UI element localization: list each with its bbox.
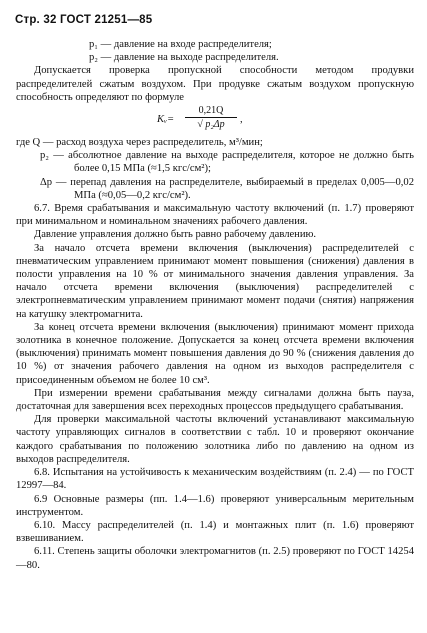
paragraph-6-8: 6.8. Испытания на устойчивость к механическим воздействиям (п. 2.4) — по ГОСТ 12997—84. — [16, 467, 414, 492]
formula-trail: , — [240, 114, 243, 126]
formula-denominator: √ p₂Δp — [197, 119, 225, 131]
paragraph-6-11: 6.11. Степень защиты оболочки электромагнитов (п. 2.5) проверяют по ГОСТ 14254—80. — [16, 546, 414, 571]
paragraph-6-9: 6.9 Основные размеры (пп. 1.4—1.6) проверяют универсальным мерительным инструментом. — [16, 493, 414, 518]
formula-fraction — [185, 105, 237, 132]
paragraph-air-check: Допускается проверка пропускной способности методом продувки распределителей сжатым воздухом. При продувке сжатым воздухом пропускную способность определяют по формуле — [16, 65, 414, 103]
paragraph-6-10: 6.10. Массу распределителей (п. 1.4) и монтажных плит (п. 1.6) проверяют взвешиванием. — [16, 519, 414, 545]
definition-p1: p₁ — давление на входе распределителя; — [89, 39, 272, 50]
paragraph-start-timing: За начало отсчета времени включения (выключения) распределителей с пневматическим управлением принимают момент повышения (снижения) давления в полости управления на 10 % от минимального значения давления управления. За начало отсчета времени включения (выключения) распределителей с электропневматическим управлением принимают момент подачи (снятия) напряжения на катушку электромагнита. — [16, 242, 414, 320]
paragraph-end-timing: За конец отсчета времени включения (выключения) принимают момент прихода золотника в конечное положение. Допускается за конец отсчета времени включения (выключения) принимать момент повышения давления до 90 % (снижения давления до 10 %) от значения рабочего давления на одном из выходов распределителя с присоединенным объемом не более 10 см³. — [16, 321, 414, 386]
paragraph-6-7: 6.7. Время срабатывания и максимальную частоту включений (п. 1.7) проверяют при минимальном и номинальном значениях рабочего давления. — [16, 203, 414, 228]
where-dp: Δp — перепад давления на распределителе, выбираемый в пределах 0,005—0,02 МПа (≈0,05—0,2 кгс/см²). — [40, 176, 414, 201]
formula-lhs: Kᵥ= — [157, 114, 175, 126]
flow-formula — [16, 105, 414, 135]
formula-numerator: 0,21Q — [185, 105, 237, 118]
where-q: где Q — расход воздуха через распределитель, м³/мин; — [16, 137, 263, 149]
variable-definitions — [16, 38, 414, 64]
paragraph-control-pressure: Давление управления должно быть равно рабочему давлению. — [34, 229, 317, 241]
document-body — [16, 38, 414, 572]
definition-p2: p₂ — давление на выходе распределителя. — [89, 52, 279, 64]
where-p2: p₂ — абсолютное давление на выходе распределителя, которое не должно быть более 0,15 МПа (≈1,5 кгс/см²); — [40, 150, 414, 175]
page-header: Стр. 32 ГОСТ 21251—85 — [15, 14, 153, 26]
paragraph-pause: При измерении времени срабатывания между сигналами должна быть пауза, достаточная для завершения всех переходных процессов предыдущего срабатывания. — [16, 387, 414, 413]
paragraph-max-frequency: Для проверки максимальной частоты включений устанавливают максимальную частоту управляющих сигналов в соответствии с табл. 10 и проверяют окончание каждого срабатывания по положению золотника либо по давлению на одном из выходов распределителя. — [16, 414, 414, 465]
